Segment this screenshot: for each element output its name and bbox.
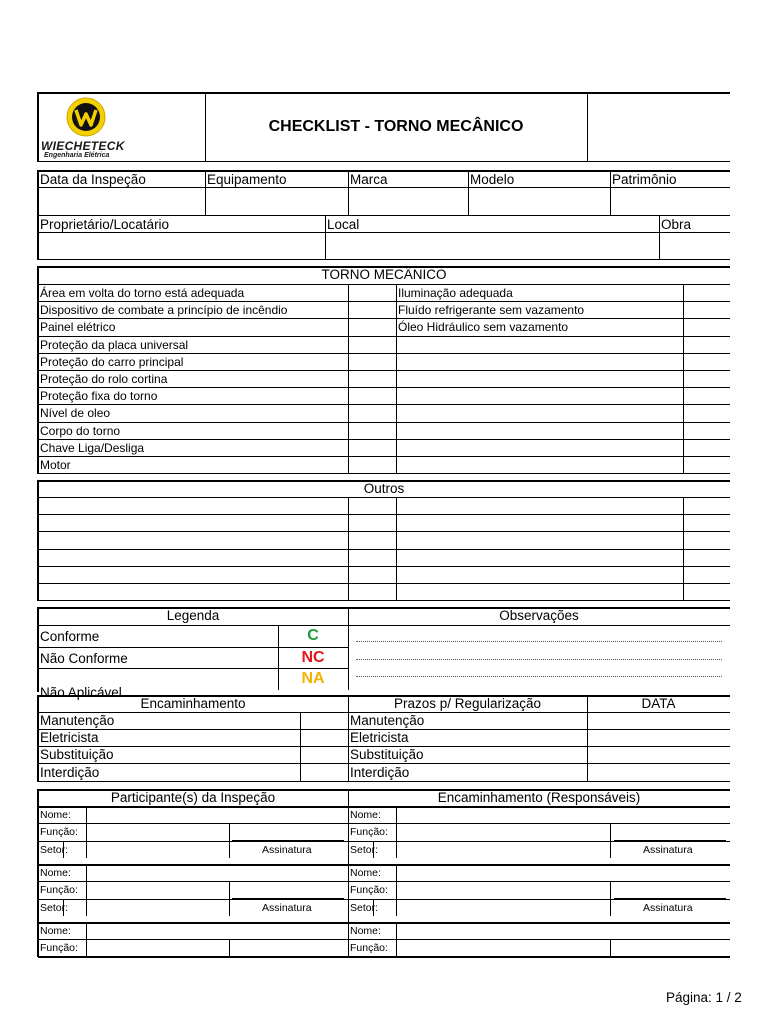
legenda-label-nao-aplicavel: Não Aplicável — [40, 685, 122, 700]
torno-col-div-2 — [396, 284, 397, 473]
participant-label-div-right — [396, 806, 397, 858]
assinatura-label-right: Assinatura — [643, 902, 693, 914]
torno-left-item: Proteção do rolo cortina — [40, 372, 168, 386]
obs-line-1[interactable] — [356, 641, 722, 642]
outros-item-cell[interactable] — [39, 498, 347, 513]
torno-left-check-cell[interactable] — [349, 319, 395, 334]
outros-section-title: Outros — [363, 481, 405, 496]
encaminhamento-div-1 — [300, 712, 301, 782]
header-left-border — [37, 92, 39, 162]
torno-left-item: Proteção do carro principal — [40, 355, 184, 369]
label-modelo: Modelo — [470, 172, 515, 187]
torno-left-check-cell[interactable] — [349, 302, 395, 317]
torno-right-check-cell[interactable] — [684, 302, 729, 317]
participant-right-setor-field[interactable] — [397, 900, 607, 915]
participant-right-setor-field[interactable] — [397, 842, 607, 857]
participant-right-setor-label: Setor: — [350, 844, 379, 856]
participant-right-funcao-field[interactable] — [397, 824, 607, 839]
prazos-title: Prazos p/ Regularização — [393, 696, 542, 711]
torno-right-check-cell[interactable] — [684, 405, 729, 420]
participant-label-div-right — [396, 922, 397, 957]
torno-left-item: Proteção fixa do torno — [40, 389, 158, 403]
participant-left-nome-field[interactable] — [87, 865, 227, 880]
participant-left-funcao-label: Função: — [40, 826, 78, 838]
label-equipamento: Equipamento — [207, 172, 287, 187]
enc-item-substituicao: Substituição — [40, 747, 114, 762]
participant-sign-div-left — [229, 881, 230, 916]
outros-item-cell[interactable] — [39, 532, 347, 547]
outros-item-cell[interactable] — [39, 515, 347, 530]
label-marca: Marca — [350, 172, 388, 187]
logo-text: WIECHETECK — [41, 139, 125, 153]
legenda-code-nc: NC — [301, 649, 325, 666]
torno-left-check-cell[interactable] — [349, 405, 395, 420]
participant-left-nome-label: Nome: — [40, 867, 71, 879]
setor-tick-right — [373, 841, 374, 858]
prazo-item-substituicao: Substituição — [350, 747, 424, 762]
torno-right-check-cell[interactable] — [684, 354, 729, 369]
torno-col-div-1 — [348, 284, 349, 473]
torno-left-item: Área em volta do torno está adequada — [40, 286, 245, 300]
torno-left-item: Painel elétrico — [40, 320, 116, 334]
assinatura-label-right: Assinatura — [643, 844, 693, 856]
torno-left-item: Proteção da placa universal — [40, 338, 189, 352]
participant-left-funcao-label: Função: — [40, 884, 78, 896]
participant-right-nome-label: Nome: — [350, 809, 381, 821]
torno-right-check-cell[interactable] — [684, 388, 729, 403]
torno-left-check-cell[interactable] — [349, 388, 395, 403]
participant-label-div-left — [86, 806, 87, 858]
field-obra[interactable] — [660, 233, 729, 258]
torno-section-title: TORNO MECÂNICO — [321, 267, 447, 282]
participant-label-div-right — [396, 864, 397, 916]
torno-left-check-cell[interactable] — [349, 285, 395, 300]
torno-left-check-cell[interactable] — [349, 423, 395, 438]
participant-right-setor-label: Setor: — [350, 902, 379, 914]
field-modelo[interactable] — [469, 188, 609, 214]
field-patrimonio[interactable] — [611, 188, 729, 214]
outros-item-cell[interactable] — [39, 567, 347, 582]
participant-right-funcao-label: Função: — [350, 884, 388, 896]
participant-left-nome-label: Nome: — [40, 809, 71, 821]
participant-right-nome-field[interactable] — [397, 865, 607, 880]
legenda-row-sep-1 — [38, 647, 348, 648]
participant-sign-div-left — [229, 823, 230, 858]
observacoes-title: Observações — [499, 608, 579, 623]
label-local: Local — [327, 217, 360, 232]
participant-sign-div-right — [610, 823, 611, 858]
label-data-inspecao: Data da Inspeção — [40, 172, 146, 187]
signature-line-right[interactable] — [614, 840, 726, 841]
participant-right-nome-label: Nome: — [350, 867, 381, 879]
torno-right-check-cell[interactable] — [684, 371, 729, 386]
assinatura-label-left: Assinatura — [262, 844, 312, 856]
assinatura-label-left: Assinatura — [262, 902, 312, 914]
participantes-bottom-border — [38, 956, 730, 958]
label-obra: Obra — [661, 217, 692, 232]
participant-right-funcao-label: Função: — [350, 942, 388, 954]
torno-left-check-cell[interactable] — [349, 371, 395, 386]
participant-left-funcao-label: Função: — [40, 942, 78, 954]
setor-tick-left — [63, 841, 64, 858]
enc-item-interdicao: Interdição — [40, 765, 100, 780]
legenda-label-conforme: Conforme — [40, 629, 100, 644]
participant-left-funcao-field[interactable] — [87, 882, 227, 897]
torno-right-check-cell[interactable] — [684, 440, 729, 455]
participant-right-funcao-label: Função: — [350, 826, 388, 838]
info-row1-bottom — [38, 215, 730, 216]
torno-right-check-cell[interactable] — [684, 285, 729, 300]
label-proprietario: Proprietário/Locatário — [40, 217, 170, 232]
legenda-code-na: NA — [301, 670, 325, 687]
header-divider-2 — [587, 92, 588, 162]
legenda-code-c: C — [307, 627, 319, 644]
torno-left-item: Motor — [40, 458, 71, 472]
participantes-left-border — [37, 789, 39, 957]
obs-line-2[interactable] — [356, 659, 722, 660]
participant-sign-div-right — [610, 939, 611, 956]
enc-item-manutencao: Manutenção — [40, 713, 115, 728]
prazo-item-manutencao: Manutenção — [350, 713, 425, 728]
torno-left-item: Dispositivo de combate a princípio de incêndio — [40, 303, 288, 317]
legenda-title: Legenda — [166, 608, 220, 623]
enc-item-eletricista: Eletricista — [40, 730, 99, 745]
outros-col-div-1 — [348, 497, 349, 600]
participant-left-nome-field[interactable] — [87, 807, 227, 822]
info-bottom-border — [38, 259, 730, 260]
torno-col-div-3 — [683, 284, 684, 473]
participant-left-setor-label: Setor: — [40, 844, 69, 856]
participant-right-nome-label: Nome: — [350, 925, 381, 937]
torno-row-line — [38, 473, 730, 474]
legenda-title-sep — [38, 625, 730, 626]
outros-col-div-3 — [683, 497, 684, 600]
participant-label-div-left — [86, 864, 87, 916]
torno-right-check-cell[interactable] — [684, 319, 729, 334]
participant-left-funcao-field[interactable] — [87, 940, 227, 955]
participant-sign-div-right — [610, 881, 611, 916]
torno-left-check-cell[interactable] — [349, 337, 395, 352]
responsaveis-title: Encaminhamento (Responsáveis) — [437, 790, 641, 805]
legenda-label-nao-conforme: Não Conforme — [40, 651, 128, 666]
label-patrimonio: Patrimônio — [612, 172, 677, 187]
outros-item-cell[interactable] — [39, 584, 347, 599]
torno-right-check-cell[interactable] — [684, 457, 729, 472]
participant-left-setor-field[interactable] — [87, 842, 227, 857]
obs-line-3[interactable] — [356, 676, 722, 677]
encaminhamento-bottom — [38, 781, 730, 782]
field-local[interactable] — [326, 233, 658, 258]
participant-label-div-left — [86, 922, 87, 957]
torno-left-check-cell[interactable] — [349, 440, 395, 455]
participant-right-funcao-field[interactable] — [397, 940, 607, 955]
participantes-mid-div — [348, 789, 349, 957]
signature-line-right[interactable] — [614, 898, 726, 899]
field-proprietario[interactable] — [39, 233, 324, 258]
encaminhamento-sep-3 — [38, 763, 730, 764]
legenda-row-sep-2 — [38, 668, 348, 669]
participant-right-nome-field[interactable] — [397, 807, 607, 822]
participant-left-setor-field[interactable] — [87, 900, 227, 915]
torno-right-check-cell[interactable] — [684, 423, 729, 438]
encaminhamento-title: Encaminhamento — [140, 696, 246, 711]
participant-right-funcao-field[interactable] — [397, 882, 607, 897]
torno-right-item: Iluminação adequada — [398, 286, 513, 300]
prazo-item-eletricista: Eletricista — [350, 730, 409, 745]
prazo-item-interdicao: Interdição — [350, 765, 410, 780]
page-title: CHECKLIST - TORNO MECÂNICO — [268, 118, 524, 135]
header-top-border — [38, 92, 730, 94]
outros-col-div-2 — [396, 497, 397, 600]
field-equipamento[interactable] — [206, 188, 347, 214]
torno-right-item: Fluído refrigerante sem vazamento — [398, 303, 585, 317]
participantes-title: Participante(s) da Inspeção — [110, 790, 276, 805]
setor-tick-left — [63, 899, 64, 916]
torno-right-item: Óleo Hidráulico sem vazamento — [398, 320, 569, 334]
header-bottom-border — [38, 161, 730, 162]
participant-sign-div-left — [229, 939, 230, 956]
participant-left-setor-label: Setor: — [40, 902, 69, 914]
signature-line-left[interactable] — [232, 898, 344, 899]
company-logo — [40, 95, 140, 159]
page-number: Página: 1 / 2 — [666, 990, 742, 1005]
participant-left-funcao-field[interactable] — [87, 824, 227, 839]
field-marca[interactable] — [349, 188, 467, 214]
signature-line-left[interactable] — [232, 840, 344, 841]
torno-left-check-cell[interactable] — [349, 354, 395, 369]
torno-left-item: Corpo do torno — [40, 424, 121, 438]
participant-left-nome-field[interactable] — [87, 923, 227, 938]
outros-item-cell[interactable] — [39, 550, 347, 565]
field-data-inspecao[interactable] — [39, 188, 204, 214]
participant-right-nome-field[interactable] — [397, 923, 607, 938]
torno-left-item: Chave Liga/Desliga — [40, 441, 145, 455]
participant-left-nome-label: Nome: — [40, 925, 71, 937]
data-title: DATA — [641, 696, 676, 711]
torno-left-item: Nível de oleo — [40, 406, 111, 420]
outros-row-line — [38, 600, 730, 601]
setor-tick-right — [373, 899, 374, 916]
torno-right-check-cell[interactable] — [684, 337, 729, 352]
torno-left-check-cell[interactable] — [349, 457, 395, 472]
logo-subtext: Engenharia Elétrica — [44, 152, 110, 159]
